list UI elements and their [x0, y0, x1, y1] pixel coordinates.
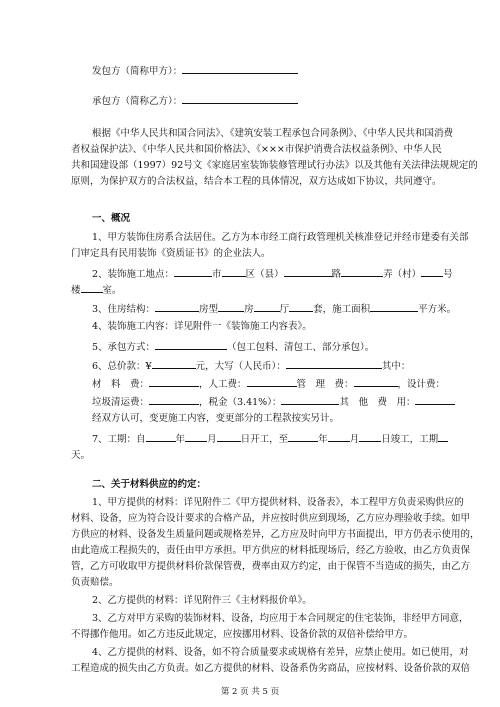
intro-line-2: 者权益保护法》、《中华人民共和国价格法》、《×××市保护消费合法权益条例》、中华人民 [71, 144, 442, 155]
blank [288, 431, 318, 442]
blank [155, 339, 227, 350]
blank [185, 431, 207, 442]
s1-item6-line4: 经双方认可，变更施工内容，变更部分的工程款按实另计。 [92, 413, 340, 424]
blank [247, 376, 297, 387]
s2-p3-line2: 不得挪作他用。如乙方违反此规定，应按挪用材料、设备价款的双倍补偿给甲方。 [71, 629, 414, 640]
s1-item1-line2: 门审定具有民用装饰《资质证书》的企业法人。 [71, 248, 271, 259]
s1-item2-line2: 楼 室。 [0, 282, 500, 297]
s2-p1-line3: 方供应的材料、设备发生质量问题或规格差异，乙方应及时向甲方书面提出，甲方仍表示使用的， [71, 529, 480, 540]
blank [341, 266, 383, 277]
s1-item7-line1: 7、工期：自 年 月 日开工，至 年 月 日竣工，工期 [0, 431, 500, 446]
s1-item5: 5、承包方式： （包工包料、清包工、部分承包）。 [0, 339, 500, 354]
blank [284, 266, 332, 277]
s2-p1-line4: 由此造成工程损失的，责任由甲方承担。甲方供应的材料抵现场后，经乙方验收，由乙方负责保 [71, 545, 471, 556]
blank [286, 358, 382, 369]
s2-p1-line5: 管，乙方可收取甲方提供材料价款保管费，费率由双方约定，由于保管不当造成的损失，由乙方 [71, 561, 471, 572]
blank [218, 301, 244, 312]
s2-p4-line1: 4、乙方提供的材料、设备，如不符合质量要求或规格有差异，应禁止使用。如已使用，对 [92, 647, 469, 658]
blank [155, 301, 199, 312]
blank [174, 266, 212, 277]
blank [359, 431, 381, 442]
blank [370, 301, 418, 312]
s2-p1-line1: 1、甲方提供的材料：详见附件二《甲方提供材料、设备表》，本工程甲方负责采购供应的 [92, 497, 464, 508]
party-fabao-label: 发包方（简称甲方）： [92, 66, 183, 77]
s2-p2: 2、乙方提供的材料：详见附件三《主材料报价单》。 [92, 595, 312, 606]
s2-p1-line6: 负责赔偿。 [71, 577, 119, 588]
intro-line-3: 共和国建设部（1997）92号文《家庭居室装饰装修管理试行办法》以及其他有关法律法规规定的 [71, 160, 478, 171]
blank [421, 266, 443, 277]
blank [354, 376, 398, 387]
party-chengbao-label: 承包方（简称乙方）： [92, 96, 183, 107]
blank [217, 431, 241, 442]
s2-p1-line2: 材料、设备，应为符合设计要求的合格产品，并应按时供应到现场，乙方应办理验收手续。如甲 [71, 513, 471, 524]
blank [222, 266, 246, 277]
party-fabao-line [0, 63, 500, 78]
section1-heading: 一、概况 [92, 213, 131, 224]
s1-item7-line2: 天。 [71, 450, 91, 461]
blank [289, 301, 313, 312]
s1-item6-line1: 6、总价款：¥ 元，大写（人民币）： 其中： [0, 358, 500, 373]
s2-p3-line1: 3、乙方对甲方采购的装饰材料、设备，均应用于本合同规定的住宅装饰，非经甲方同意， [92, 613, 469, 624]
blank [146, 431, 176, 442]
s1-item4: 4、装饰施工内容：详见附件一《装饰施工内容表》。 [92, 321, 312, 332]
blank [152, 358, 196, 369]
s1-item6-line3: 垃圾清运费： ，税金（3.41%）： 其 他 费 用： [0, 394, 500, 409]
intro-line-4: 原则，为保护双方的合法权益，结合本工程的具体情况，双方达成如下协议，共同遵守。 [71, 176, 442, 187]
party-chengbao-blank [182, 93, 298, 104]
section2-heading: 二、关于材料供应的约定： [92, 479, 207, 490]
s1-item1-line1: 1、甲方装饰住房系合法居住。乙方为本市经工商行政管理机关核准登记并经市建委有关部 [92, 232, 469, 243]
intro-line-1: 根据《中华人民共和国合同法》、《建筑安装工程承包合同条例》、《中华人民共和国消费 [92, 128, 454, 139]
blank [254, 301, 280, 312]
s2-p4-line2: 工程造成的损失由乙方负责。如乙方提供的材料、设备系伪劣商品，应按材料、设备价款的双倍 [71, 663, 471, 674]
s1-item3: 3、住房结构： 房型 房 厅 套，施工面积 平方米。 [0, 301, 500, 316]
blank [415, 394, 455, 405]
page-footer: 第 2 页 共 5 页 [220, 687, 280, 697]
blank [149, 376, 199, 387]
party-chengbao-line [0, 93, 500, 108]
blank [149, 394, 199, 405]
s1-item6-line2: 材 料 费： ，人工费： 管 理 费： ，设计费： [0, 376, 500, 391]
blank [281, 394, 339, 405]
party-fabao-blank [182, 63, 298, 74]
s1-item2-line1: 2、装饰施工地点： 市 区（县） 路 弄（村） 号 [0, 266, 500, 281]
blank [81, 282, 103, 293]
blank [328, 431, 350, 442]
blank [438, 431, 448, 442]
